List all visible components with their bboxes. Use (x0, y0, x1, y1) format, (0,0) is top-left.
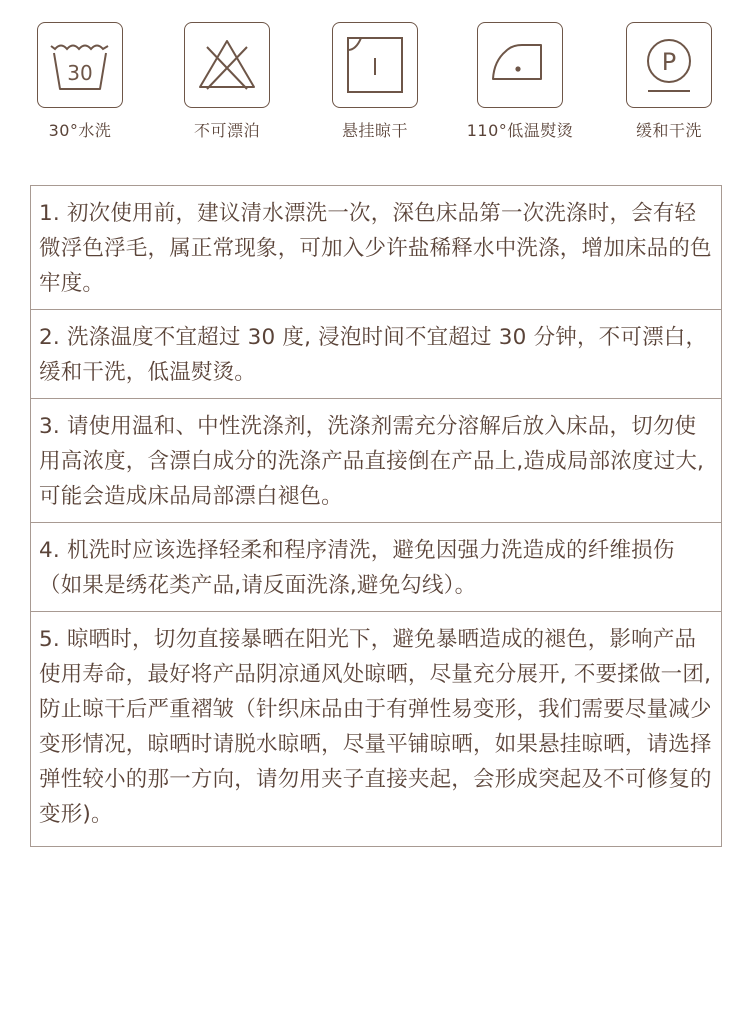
care-icon-dry-clean (594, 22, 744, 141)
icon-label-iron: 110°低温熨烫 (466, 121, 574, 140)
dry-clean-letter: P (661, 48, 677, 76)
wash-temp-text: 30 (67, 61, 93, 85)
wash-30-icon (37, 22, 123, 108)
icon-label-dry-clean: 缓和干洗 (635, 121, 702, 140)
instruction-row-4: 4. 机洗时应该选择轻柔和程序清洗，避免因强力洗造成的纤维损伤（如果是绣花类产品,请反面洗涤,避免勾线）。 (31, 523, 721, 612)
care-icon-line-dry (300, 22, 450, 141)
instruction-row-3: 3. 请使用温和、中性洗涤剂，洗涤剂需充分溶解后放入床品，切勿使用高浓度，含漂白成分的洗涤产品直接倒在产品上,造成局部浓度过大,可能会造成床品局部漂白褪色。 (31, 399, 721, 523)
care-icons-row (0, 22, 750, 152)
care-instructions-table (30, 185, 722, 847)
instruction-row-5: 5. 晾晒时，切勿直接暴晒在阳光下，避免暴晒造成的褪色，影响产品使用寿命，最好将产品阴凉通风处晾晒，尽量充分展开, 不要揉做一团, 防止晾干后严重褶皱（针织床品由于有弹性易变形，我们需要尽量减少变形情况，晾晒时请脱水晾晒，尽量平铺晾晒，如果悬挂晾晒，请选择弹性较小的那一方向，请勿用夹子直接夹起，会形成突起及不可修复的变形)。 (39, 627, 712, 827)
care-icon-iron (445, 22, 595, 141)
care-icon-wash (5, 22, 155, 141)
instruction-row-1: 1. 初次使用前，建议清水漂洗一次，深色床品第一次洗涤时，会有轻微浮色浮毛，属正常现象，可加入少许盐稀释水中洗涤，增加床品的色牢度。 (31, 186, 721, 310)
icon-label-wash: 30°水洗 (48, 121, 112, 140)
line-dry-icon (332, 22, 418, 108)
instruction-row-2: 2. 洗涤温度不宜超过 30 度, 浸泡时间不宜超过 30 分钟，不可漂白，缓和干洗，低温熨烫。 (31, 310, 721, 399)
no-bleach-icon (184, 22, 270, 108)
icon-label-no-bleach: 不可漂泊 (193, 121, 260, 140)
dry-clean-p-icon (626, 22, 712, 108)
low-iron-icon (477, 22, 563, 108)
icon-label-line-dry: 悬挂晾干 (341, 121, 408, 140)
care-icon-no-bleach (152, 22, 302, 141)
